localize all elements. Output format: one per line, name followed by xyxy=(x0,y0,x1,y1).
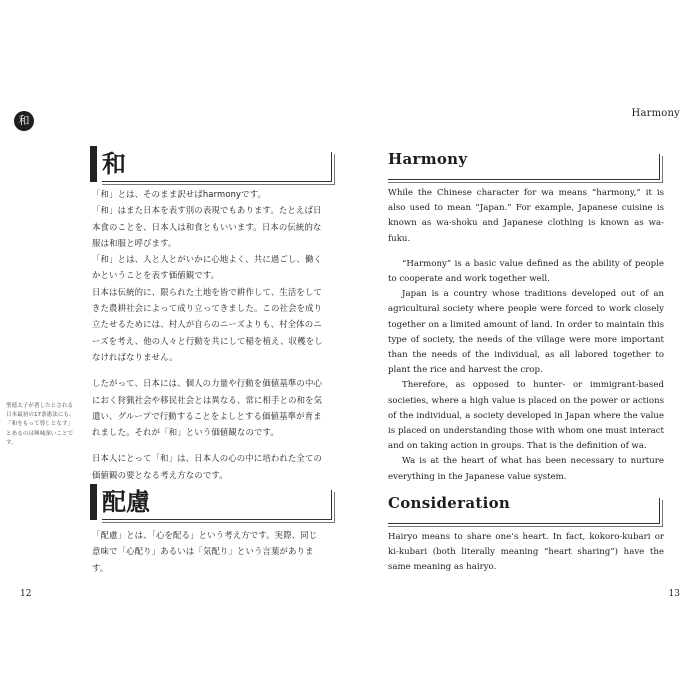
section-title-wa: 和 xyxy=(102,149,126,178)
en-paragraph: “Harmony” is a basic value defined as the ability of people to cooperate and work together well. xyxy=(388,258,664,285)
section-title-consideration: Consideration xyxy=(388,494,511,512)
running-head: Harmony xyxy=(631,108,680,119)
en-paragraph: Therefore, as opposed to hunter- or immigrant-based societies, where a high value is placed on the power or actions of the individual, a society developed in Japan where the value is placed on understanding those with whom one must interact and on taking action in groups. That is the definition of wa. xyxy=(388,380,664,452)
jp-paragraph: 「配慮」とは、「心を配る」という考え方です。実際、同じ意味で「心配り」あるいは「気配り」という言葉があります。 xyxy=(92,530,318,573)
section-heading-consideration xyxy=(388,494,660,524)
chapter-badge: 和 xyxy=(14,111,34,131)
jp-body-wa xyxy=(92,186,324,483)
jp-paragraph: 「和」はまた日本を表す別の表現でもあります。たとえば日本食のことを、日本人は和食ともいいます。日本の伝統的な服は和服と呼びます。 xyxy=(92,205,322,248)
section-heading-hairyo xyxy=(90,484,332,520)
en-body-consideration xyxy=(388,530,664,576)
section-title-harmony: Harmony xyxy=(388,150,468,168)
jp-paragraph: 日本は伝統的に、限られた土地を皆で耕作して、生活をしてきた農耕社会によって成り立ってきました。この社会を成り立たせるためには、村人が自らのニーズよりも、村全体のニーズを考え、他の人々と行動を共にして稲を植え、収穫をしなければなりません。 xyxy=(92,286,323,362)
section-heading-wa xyxy=(90,146,332,182)
heading-bar xyxy=(90,484,97,520)
en-body-harmony xyxy=(388,186,664,485)
en-paragraph: Japan is a country whose traditions developed out of an agricultural society where people were forced to work closely together on a limited amount of land. In order to maintain this type of society, the needs of the village were more important than the needs of the individual, as all labored together to plant the rice and harvest the crop. xyxy=(388,289,664,376)
section-title-hairyo: 配慮 xyxy=(102,487,150,516)
page-number-left: 12 xyxy=(20,589,32,599)
jp-body-hairyo xyxy=(92,527,324,576)
jp-paragraph: したがって、日本には、個人の力量や行動を価値基準の中心におく狩猟社会や移民社会とは異なる、常に相手との和を気遣い、グループで行動することをよしとする価値基準が育まれました。それが「和」という価値観なのです。 xyxy=(92,378,323,438)
side-note: 聖徳太子が著したとされる日本最初の17条憲法にも、「和をもって尊しとなす」とあるのは興味深いことです。 xyxy=(6,403,75,446)
heading-bar xyxy=(90,146,97,182)
jp-paragraph: 「和」とは、そのまま訳せばharmonyです。 xyxy=(92,189,267,199)
jp-paragraph: 日本人にとって「和」は、日本人の心の中に培われた全ての価値観の要となる考え方なのです。 xyxy=(92,453,323,480)
en-paragraph: While the Chinese character for wa means “harmony,” it is also used to mean “Japan.” For example, Japanese cuisine is known as wa-shoku and Japanese clothing is known as wa-fuku. xyxy=(388,188,664,244)
section-heading-harmony xyxy=(388,150,660,180)
jp-paragraph: 「和」とは、人と人とがいかに心地よく、共に過ごし、働くかということを表す価値観です。 xyxy=(92,254,323,281)
en-paragraph: Wa is at the heart of what has been necessary to nurture everything in the Japanese value system. xyxy=(388,456,664,482)
page-number-right: 13 xyxy=(668,589,680,599)
en-paragraph: Hairyo means to share one’s heart. In fact, kokoro-kubari or ki-kubari (both literally meaning “heart sharing”) have the same meaning as hairyo. xyxy=(388,532,664,573)
right-page xyxy=(350,0,700,700)
